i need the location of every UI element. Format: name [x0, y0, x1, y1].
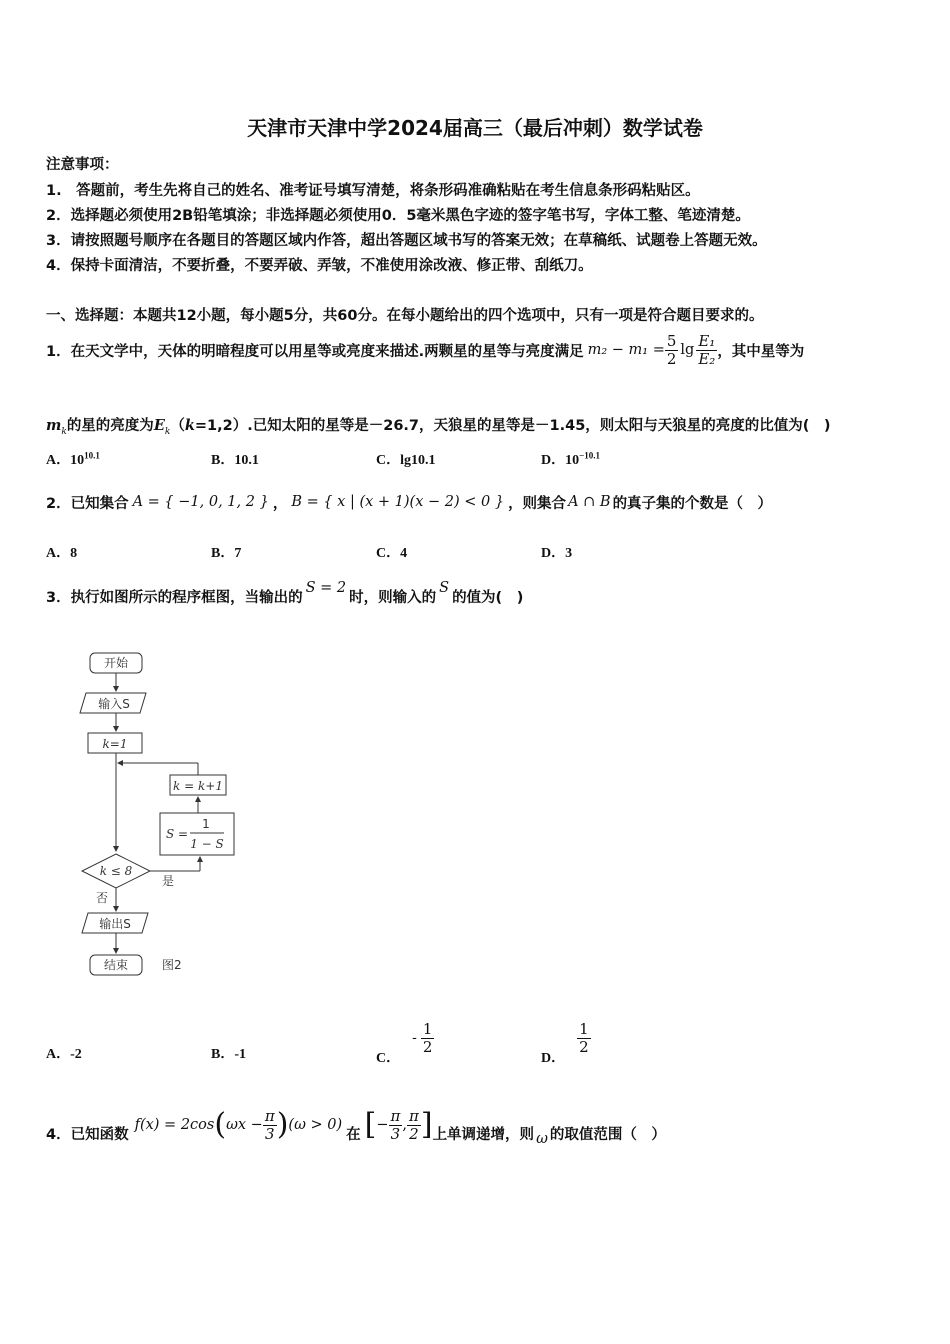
- q1-k: k: [184, 417, 195, 434]
- q4-pi-num: π: [264, 1106, 275, 1125]
- note-item-1: 1. 答题前，考生先将自己的姓名、准考证号填写清楚，将条形码准确粘贴在考生信息条形码粘贴区。: [46, 183, 700, 199]
- flow-start-label: 开始: [103, 656, 129, 670]
- q3-option-b-label: B．: [211, 1047, 235, 1062]
- q1-line2-a: 的星的亮度为: [66, 418, 154, 434]
- q1-option-b-label: B．: [211, 453, 235, 468]
- q4-bracket-open: [: [364, 1107, 377, 1142]
- q2-option-d[interactable]: D．3: [541, 546, 573, 561]
- q3-option-c-frac: [421, 1021, 435, 1056]
- q1-frac-num: 5: [666, 331, 677, 350]
- q3-option-d-frac: [577, 1021, 591, 1056]
- question-2: [46, 488, 772, 516]
- q1-option-b[interactable]: [211, 449, 259, 469]
- q3-text-1: 3．执行如图所示的程序框图，当输出的: [46, 589, 303, 606]
- q4-interval-minus: −: [376, 1117, 389, 1133]
- q4-omega: ω: [536, 1131, 548, 1147]
- q2-set-b: B = { x | (x + 1)(x − 2) < 0 }: [291, 494, 505, 510]
- q4-text-3: 上单调递增，则: [432, 1126, 535, 1143]
- q4-right-two: 2: [409, 1124, 419, 1143]
- q2-option-b[interactable]: B．7: [211, 546, 242, 561]
- q3-option-a-value: -2: [70, 1047, 82, 1062]
- q1-option-c[interactable]: [376, 449, 436, 469]
- q3-option-c-den: 2: [422, 1037, 433, 1056]
- note-item-3: 3．请按照题号顺序在各题目的答题区域内作答，超出答题区域书写的答案无效；在草稿纸、试题卷上答题无效。: [46, 233, 767, 249]
- q3-text-2: 时，则输入的: [349, 589, 437, 606]
- q3-option-d-den: 2: [579, 1037, 589, 1056]
- flow-assign-num: 1: [202, 817, 210, 831]
- q1-formula-left: m₂ − m₁ =: [587, 342, 665, 358]
- q4-left-pi: π: [390, 1106, 401, 1125]
- q1-option-d-sup: −10.1: [579, 450, 601, 461]
- q3-option-c[interactable]: [376, 1016, 434, 1066]
- q4-interval-left: [389, 1108, 403, 1143]
- q3-option-a-label: A．: [46, 1047, 71, 1062]
- q3-option-c-num: 1: [422, 1019, 433, 1038]
- q1-text-1: 1．在天文学中，天体的明暗程度可以用星等或亮度来描述.两颗星的星等与亮度满足: [46, 343, 584, 360]
- flow-increment-label: k = k+1: [173, 779, 223, 793]
- page-title: 天津市天津中学2024届高三（最后冲刺）数学试卷: [247, 116, 703, 140]
- q4-function: f(x) = 2cos: [134, 1117, 215, 1133]
- q1-option-a-label: A．: [46, 453, 71, 468]
- note-item-2: 2．选择题必须使用2B铅笔填涂；非选择题必须使用0．5毫米黑色字迹的签字笔书写，字体工整、笔迹清楚。: [46, 208, 750, 224]
- q2-intersection: A ∩ B: [568, 494, 611, 510]
- q2-comma: ，: [272, 495, 288, 512]
- q4-condition: (ω > 0): [288, 1117, 343, 1133]
- q1-option-d-base: 10: [565, 453, 580, 468]
- q3-option-d-label: D．: [541, 1051, 566, 1066]
- q1-ratio-den: E₂: [698, 349, 716, 368]
- q1-m: m: [46, 417, 62, 434]
- q1-option-a-sup: 10.1: [84, 450, 100, 461]
- q1-option-b-base: 10.1: [234, 453, 259, 468]
- q1-lg: lg: [680, 342, 695, 358]
- q4-text-1: 4．已知函数: [46, 1126, 129, 1143]
- q1-frac-five-halves: [665, 333, 679, 368]
- q3-option-c-sign: -: [412, 1030, 417, 1046]
- q4-right-pi: π: [408, 1106, 419, 1125]
- q2-set-a: A = { −1, 0, 1, 2 }: [132, 494, 269, 510]
- q1-option-a[interactable]: [46, 449, 100, 469]
- question-1-line2: [46, 414, 831, 437]
- q2-text-1: 2．已知集合: [46, 495, 129, 512]
- question-1-line1: [46, 328, 804, 372]
- q1-option-c-base: lg10.1: [400, 453, 436, 468]
- q4-text-2: 在: [346, 1126, 361, 1143]
- flow-condition-label: k ≤ 8: [99, 864, 133, 878]
- q1-option-a-base: 10: [70, 453, 85, 468]
- section-heading: 一、选择题：本题共12小题，每小题5分，共60分。在每小题给出的四个选项中，只有一项是符合题目要求的。: [46, 308, 764, 324]
- flow-no-label: 否: [96, 891, 109, 905]
- q1-E-sub: k: [164, 426, 171, 437]
- q4-bracket-close: ]: [420, 1107, 433, 1142]
- flow-assign-lhs: S =: [166, 827, 189, 841]
- q2-option-a[interactable]: A．8: [46, 546, 78, 561]
- q1-E: E: [153, 417, 165, 434]
- flow-figure-caption: 图2: [162, 958, 182, 972]
- q1-option-d[interactable]: [541, 449, 600, 469]
- q4-left-three: 3: [390, 1124, 401, 1143]
- q4-interval-right: [407, 1108, 421, 1143]
- q4-pi-third: [263, 1108, 277, 1143]
- q3-option-d-num: 1: [579, 1019, 589, 1038]
- q1-option-c-label: C．: [376, 453, 401, 468]
- q3-condition: S = 2: [305, 580, 347, 596]
- q1-text-2: ，其中星等为: [717, 343, 805, 360]
- question-4: [46, 1102, 666, 1148]
- q1-m-sub: k: [61, 426, 67, 437]
- flow-assign-den: 1 − S: [190, 837, 224, 851]
- q3-option-d[interactable]: [541, 1016, 591, 1066]
- q4-three-den: 3: [264, 1124, 275, 1143]
- question-3: [46, 578, 523, 614]
- flow-output-label: 输出S: [99, 917, 131, 931]
- flow-yes-label: 是: [162, 874, 175, 888]
- q4-paren-open: (: [214, 1107, 227, 1142]
- q4-paren-close: ): [276, 1107, 289, 1142]
- q4-text-4: 的取值范围（ ）: [549, 1126, 666, 1143]
- notes-heading: 注意事项：: [46, 157, 119, 173]
- note-item-4: 4．保持卡面清洁，不要折叠，不要弄破、弄皱，不准使用涂改液、修正带、刮纸刀。: [46, 258, 593, 274]
- q3-option-b[interactable]: [211, 1043, 246, 1063]
- q1-line2-b: （: [170, 418, 185, 434]
- flow-input-label: 输入S: [98, 697, 130, 711]
- q2-text-2: ，则集合: [508, 495, 567, 512]
- q1-line2-c: =1,2）.已知太阳的星等是－26.7，天狼星的星等是－1.45，则太阳与天狼星的亮度的比值为( ): [194, 418, 831, 434]
- q1-ratio-num: E₁: [698, 331, 716, 350]
- flowchart: [78, 645, 248, 985]
- flow-init-label: k=1: [102, 737, 128, 751]
- q3-option-a[interactable]: [46, 1043, 82, 1063]
- q1-option-d-label: D．: [541, 453, 566, 468]
- q1-ratio: [696, 333, 717, 368]
- flow-end-label: 结束: [103, 958, 129, 972]
- q2-option-c[interactable]: C．4: [376, 546, 408, 561]
- q3-option-b-value: -1: [234, 1047, 247, 1062]
- q2-text-3: 的真子集的个数是（ ）: [612, 495, 773, 512]
- q4-arg: ωx −: [226, 1117, 263, 1133]
- q1-frac-den: 2: [666, 349, 677, 368]
- q3-text-3: 的值为( ): [452, 589, 524, 606]
- q3-var: S: [439, 580, 450, 596]
- q3-option-c-label: C．: [376, 1051, 401, 1066]
- q4-interval-sep: ,: [402, 1117, 407, 1133]
